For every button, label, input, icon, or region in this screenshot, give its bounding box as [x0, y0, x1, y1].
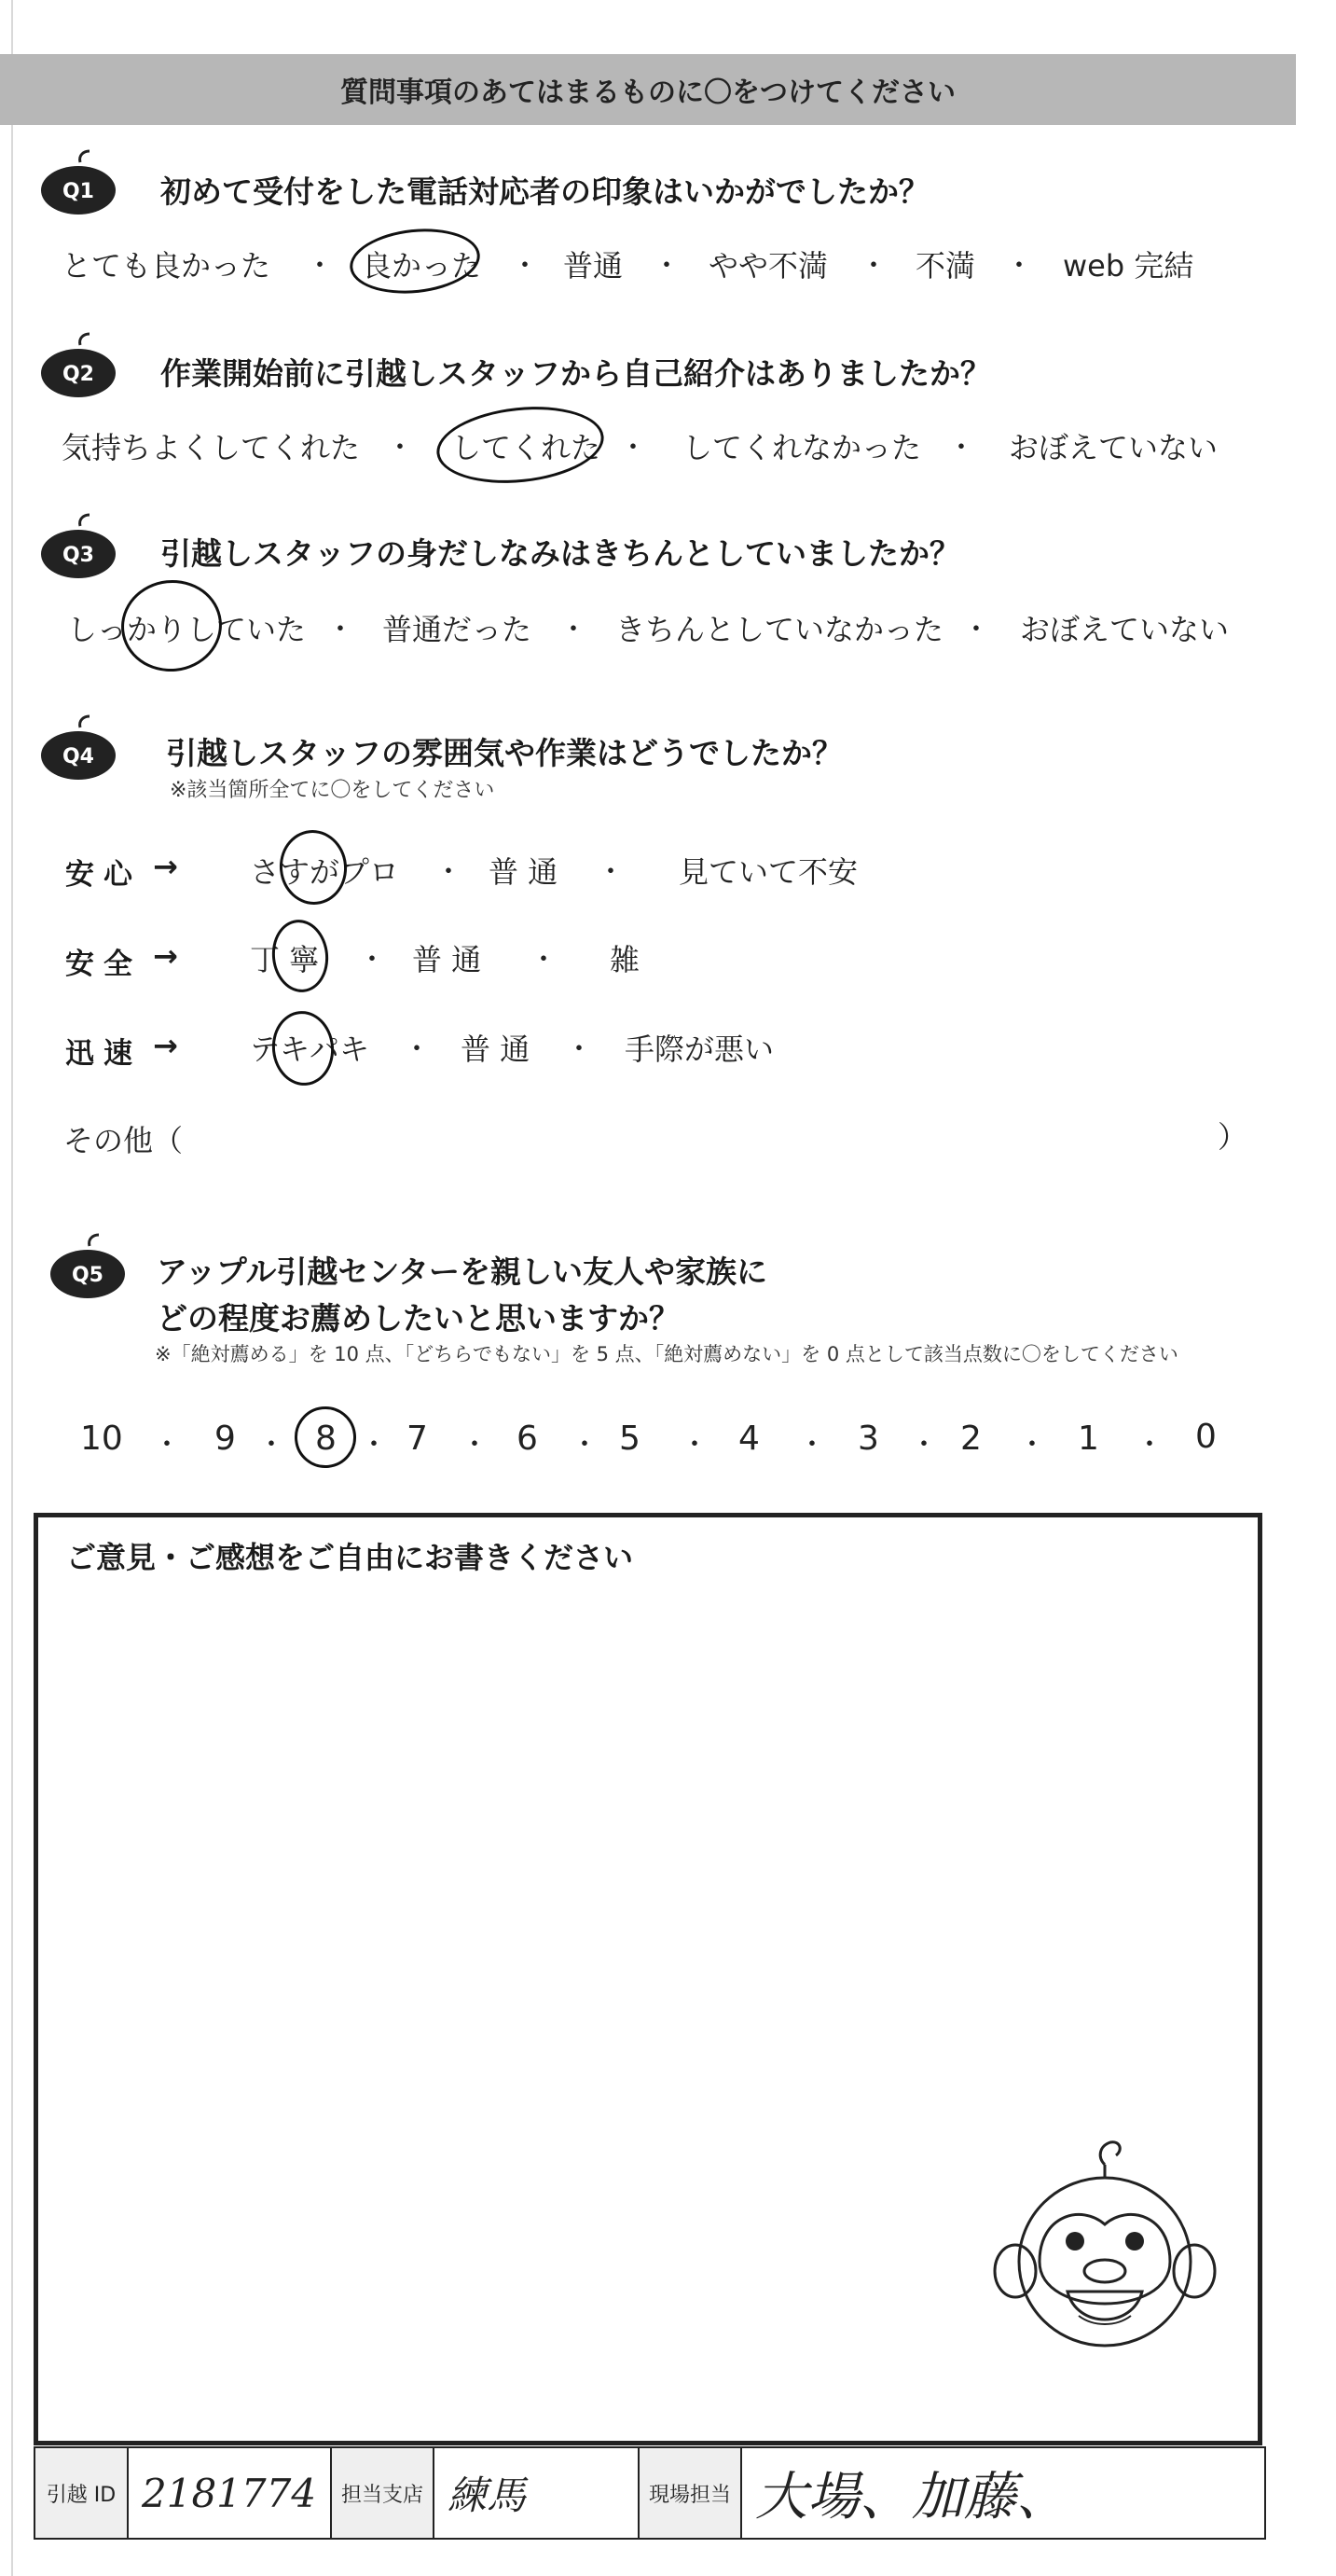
separator-dot: ・: [798, 1429, 826, 1461]
q3-option-4[interactable]: おぼえていない: [1020, 612, 1230, 647]
q1-option-4[interactable]: やや不満: [709, 248, 829, 284]
separator-dot: ・: [619, 432, 647, 464]
separator-dot: ・: [326, 614, 354, 646]
separator-dot: ・: [360, 1429, 388, 1461]
footer-branch-value[interactable]: 練馬: [434, 2448, 640, 2538]
q4-question: 引越しスタッフの雰囲気や作業はどうでしたか？: [166, 735, 843, 771]
scale-value-7[interactable]: 7: [406, 1420, 428, 1458]
q4-jinsoku-option-1[interactable]: テキパキ: [250, 1032, 370, 1067]
q1-option-1[interactable]: とても良かった: [62, 248, 271, 284]
scale-value-4[interactable]: 4: [738, 1420, 760, 1458]
q5-question-line1: アップル引越センターを親しい友人や家族に: [157, 1253, 768, 1290]
separator-dot: ・: [530, 944, 558, 976]
q4-other-close: ）: [1218, 1119, 1248, 1155]
scale-value-6[interactable]: 6: [516, 1420, 538, 1458]
survey-header: [0, 54, 1296, 125]
q1-option-5[interactable]: 不満: [916, 248, 976, 284]
q2-option-2[interactable]: してくれた: [451, 430, 601, 465]
svg-text:Q4: Q4: [62, 745, 95, 769]
apple-icon: [37, 149, 119, 216]
q4-badge: [37, 714, 119, 782]
svg-text:Q1: Q1: [62, 180, 95, 203]
separator-dot: ・: [257, 1429, 285, 1461]
q1-option-3[interactable]: 普通: [563, 248, 624, 284]
separator-dot: ・: [681, 1429, 709, 1461]
q1-badge: [37, 149, 119, 216]
svg-text:Q2: Q2: [62, 363, 95, 386]
scale-value-9[interactable]: 9: [214, 1420, 236, 1458]
q4-anzen-option-3[interactable]: 雑: [610, 942, 640, 977]
q5-note: ※「絶対薦める」を 10 点、「どちらでもない」を 5 点、「絶対薦めない」を 0 点として該当点数に〇をしてください: [155, 1343, 1178, 1365]
separator-dot: ・: [565, 1033, 593, 1066]
q3-badge: [37, 513, 119, 580]
scale-value-0[interactable]: 0: [1195, 1418, 1217, 1456]
separator-dot: ・: [1005, 250, 1033, 283]
q4-anshin-option-1[interactable]: さすがプロ: [250, 854, 400, 890]
apple-icon: [37, 714, 119, 782]
separator-dot: ・: [153, 1429, 181, 1461]
q1-option-2[interactable]: 良かった: [362, 248, 482, 284]
scale-value-8[interactable]: 8: [315, 1420, 337, 1458]
footer-staff-value[interactable]: 大場、加藤、: [755, 2467, 1068, 2528]
q2-option-3[interactable]: してくれなかった: [682, 430, 922, 465]
comment-title: ご意見・ご感想をご自由にお書きください: [66, 1540, 634, 1575]
q4-other-label: その他（: [63, 1123, 184, 1158]
separator-dot: ・: [653, 250, 681, 283]
scale-value-1[interactable]: 1: [1078, 1420, 1099, 1458]
arrow-right-icon: →: [153, 938, 178, 974]
q4-anshin-option-2[interactable]: 普 通: [489, 854, 558, 890]
footer-table: [34, 2446, 1266, 2540]
separator-dot: ・: [461, 1429, 489, 1461]
scale-value-3[interactable]: 3: [858, 1420, 879, 1458]
separator-dot: ・: [962, 614, 990, 646]
svg-text:Q5: Q5: [71, 1264, 104, 1287]
separator-dot: ・: [571, 1429, 599, 1461]
separator-dot: ・: [860, 250, 888, 283]
q3-option-1[interactable]: しっかりしていた: [67, 612, 307, 647]
separator-dot: ・: [434, 856, 462, 889]
separator-dot: ・: [1136, 1429, 1164, 1461]
q4-row-label-jinsoku: 迅速: [65, 1037, 142, 1071]
q5-question-line2: どの程度お薦めしたいと思いますか？: [157, 1300, 680, 1336]
separator-dot: ・: [511, 250, 539, 283]
separator-dot: ・: [597, 856, 625, 889]
q4-anshin-option-3[interactable]: 見ていて不安: [679, 854, 859, 890]
separator-dot: ・: [386, 432, 414, 464]
q2-badge: [37, 332, 119, 399]
q2-option-1[interactable]: 気持ちよくしてくれた: [62, 430, 361, 465]
scale-value-10[interactable]: 10: [80, 1420, 123, 1458]
q4-jinsoku-option-3[interactable]: 手際が悪い: [625, 1032, 775, 1067]
footer-id-value[interactable]: 2181774: [129, 2448, 332, 2538]
footer-id-label: 引越 ID: [35, 2448, 129, 2538]
separator-dot: ・: [559, 614, 587, 646]
q3-question: 引越しスタッフの身だしなみはきちんとしていましたか？: [160, 535, 960, 572]
q4-anzen-option-2[interactable]: 普 通: [412, 942, 482, 977]
q5-badge: [47, 1233, 129, 1300]
q1-option-6[interactable]: web 完結: [1063, 248, 1194, 284]
scale-value-2[interactable]: 2: [960, 1420, 982, 1458]
separator-dot: ・: [910, 1429, 938, 1461]
q4-row-label-anshin: 安心: [65, 858, 142, 892]
q3-option-2[interactable]: 普通だった: [382, 612, 532, 647]
footer-staff-label: 現場担当: [640, 2448, 742, 2538]
apple-icon: [47, 1233, 129, 1300]
separator-dot: ・: [1018, 1429, 1046, 1461]
apple-icon: [37, 513, 119, 580]
separator-dot: ・: [306, 250, 334, 283]
q3-option-3[interactable]: きちんとしていなかった: [615, 612, 944, 647]
separator-dot: ・: [358, 944, 386, 976]
q1-question: 初めて受付をした電話対応者の印象はいかがでしたか？: [160, 173, 930, 210]
scale-value-5[interactable]: 5: [619, 1420, 640, 1458]
apple-icon: [37, 332, 119, 399]
q4-jinsoku-option-2[interactable]: 普 通: [461, 1032, 530, 1067]
separator-dot: ・: [947, 432, 975, 464]
q4-anzen-option-1[interactable]: 丁 寧: [250, 942, 320, 977]
arrow-right-icon: →: [153, 849, 178, 884]
q2-question: 作業開始前に引越しスタッフから自己紹介はありましたか？: [160, 355, 991, 392]
footer-branch-label: 担当支店: [332, 2448, 434, 2538]
svg-text:Q3: Q3: [62, 544, 95, 567]
q2-option-4[interactable]: おぼえていない: [1009, 430, 1219, 465]
q4-row-label-anzen: 安全: [65, 948, 142, 981]
survey-header-title: 質問事項のあてはまるものに〇をつけてください: [340, 76, 956, 109]
q4-note: ※該当箇所全てに〇をしてください: [170, 779, 495, 802]
arrow-right-icon: →: [153, 1028, 178, 1063]
separator-dot: ・: [403, 1033, 431, 1066]
monkey-mascot-drawing: [993, 2131, 1217, 2439]
